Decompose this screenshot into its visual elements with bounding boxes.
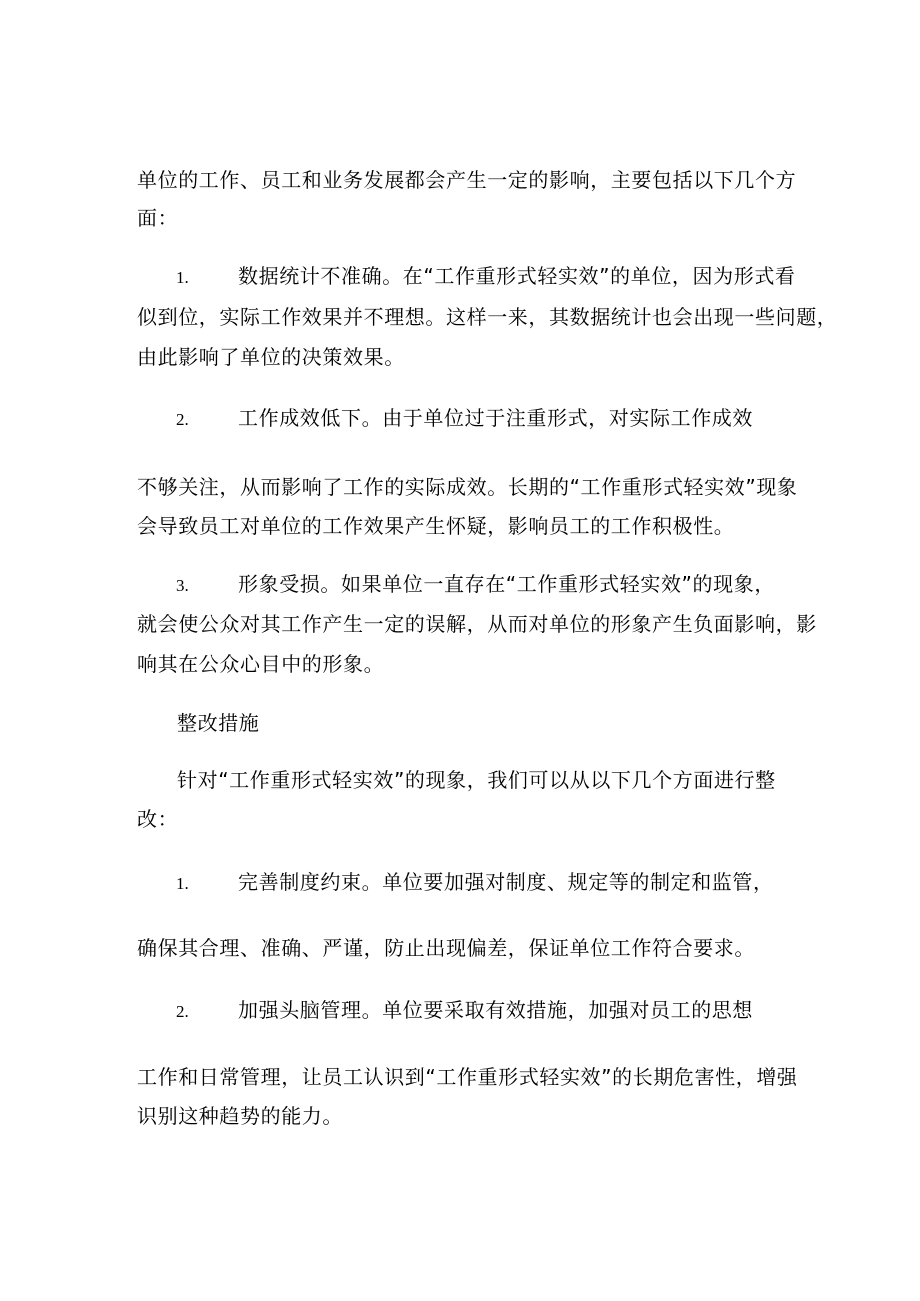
measure-2-number: 2. xyxy=(176,1002,189,1021)
impact-2-first-line: 工作成效低下。由于单位过于注重形式，对实际工作成效 xyxy=(238,406,753,430)
measure-2-line-2: 工作和日常管理，让员工认识到“工作重形式轻实效”的长期危害性，增强 xyxy=(137,1065,798,1089)
impact-2-line-2: 不够关注，从而影响了工作的实际成效。长期的“工作重形式轻实效”现象 xyxy=(137,475,798,499)
measure-1-line-2: 确保其合理、准确、严谨，防止出现偏差，保证单位工作符合要求。 xyxy=(137,936,755,960)
measure-1-number: 1. xyxy=(176,874,189,893)
measures-intro-line-1: 针对“工作重形式轻实效”的现象，我们可以从以下几个方面进行整 xyxy=(177,768,776,792)
section-title: 整改措施 xyxy=(177,711,260,735)
intro-line-2: 面： xyxy=(137,206,179,230)
impact-3-number: 3. xyxy=(176,576,189,595)
impact-1-first-line: 数据统计不准确。在“工作重形式轻实效”的单位，因为形式看 xyxy=(238,264,796,288)
measure-2-first-line: 加强头脑管理。单位要采取有效措施，加强对员工的思想 xyxy=(238,998,753,1022)
impact-3-line-2: 就会使公众对其工作产生一定的误解，从而对单位的形象产生负面影响，影 xyxy=(137,612,817,636)
impact-1-number: 1. xyxy=(176,268,189,287)
impact-1-line-3: 由此影响了单位的决策效果。 xyxy=(137,345,405,369)
intro-line-1: 单位的工作、员工和业务发展都会产生一定的影响，主要包括以下几个方 xyxy=(137,168,797,192)
impact-3-line-3: 响其在公众心目中的形象。 xyxy=(137,652,385,676)
impact-2-number: 2. xyxy=(176,410,189,429)
impact-1-line-2: 似到位，实际工作效果并不理想。这样一来，其数据统计也会出现一些问题， xyxy=(137,305,838,329)
measures-intro-line-2: 改： xyxy=(137,807,179,831)
impact-3-first-line: 形象受损。如果单位一直存在“工作重形式轻实效”的现象， xyxy=(238,572,775,596)
measure-1-first-line: 完善制度约束。单位要加强对制度、规定等的制定和监管， xyxy=(238,870,774,894)
impact-2-line-3: 会导致员工对单位的工作效果产生怀疑，影响员工的工作积极性。 xyxy=(137,514,735,538)
measure-2-line-3: 识别这种趋势的能力。 xyxy=(137,1104,343,1128)
